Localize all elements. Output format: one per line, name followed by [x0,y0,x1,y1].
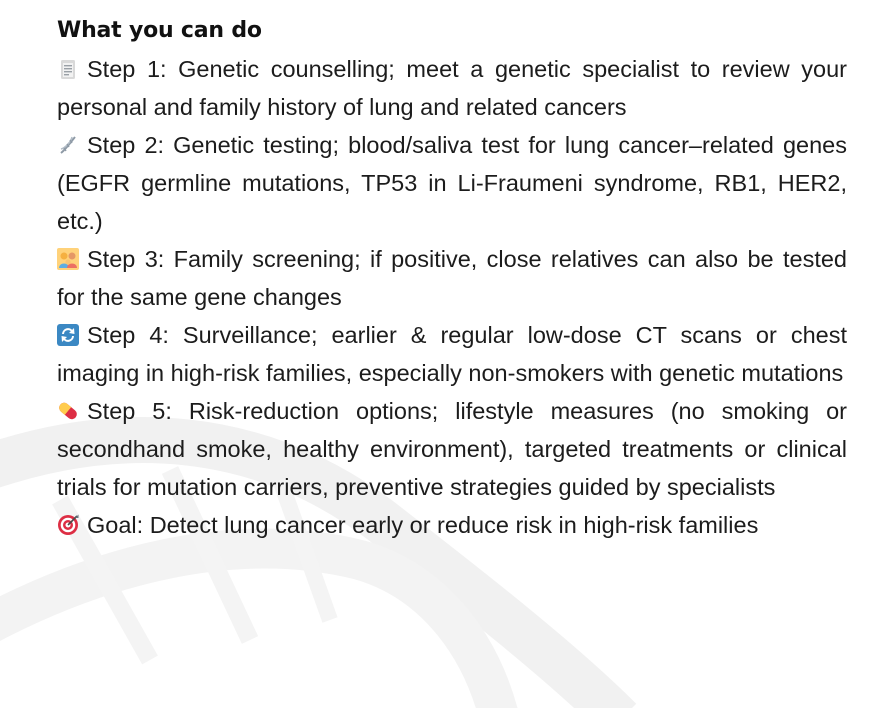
goal [57,506,847,544]
step-1-text: Step 1: Genetic counselling; meet a genetic specialist to review your personal and family history of lung and related cancers [57,56,847,120]
clipboard-icon [57,58,79,80]
step-3 [57,240,847,316]
step-5-text: Step 5: Risk-reduction options; lifestyle measures (no smoking or secondhand smoke, healthy environment), targeted treatments or clinical trials for mutation carriers, preventive strategies guided by specialists [57,398,847,500]
dna-icon [57,134,79,156]
step-4-text: Step 4: Surveillance; earlier & regular low-dose CT scans or chest imaging in high-risk families, especially non-smokers with genetic mutations [57,322,847,386]
section-heading: What you can do [57,18,262,43]
family-icon [57,248,79,270]
step-3-text: Step 3: Family screening; if positive, close relatives can also be tested for the same gene changes [57,246,847,310]
what-you-can-do-section [57,12,847,544]
pill-icon [57,400,79,422]
target-icon [57,514,79,536]
repeat-icon [57,324,79,346]
step-4 [57,316,847,392]
step-2 [57,126,847,240]
step-2-text: Step 2: Genetic testing; blood/saliva test for lung cancer–related genes (EGFR germline mutations, TP53 in Li-Fraumeni syndrome, RB1, HER2, etc.) [57,132,847,234]
step-5 [57,392,847,506]
goal-text: Goal: Detect lung cancer early or reduce risk in high-risk families [87,512,759,538]
step-1 [57,50,847,126]
